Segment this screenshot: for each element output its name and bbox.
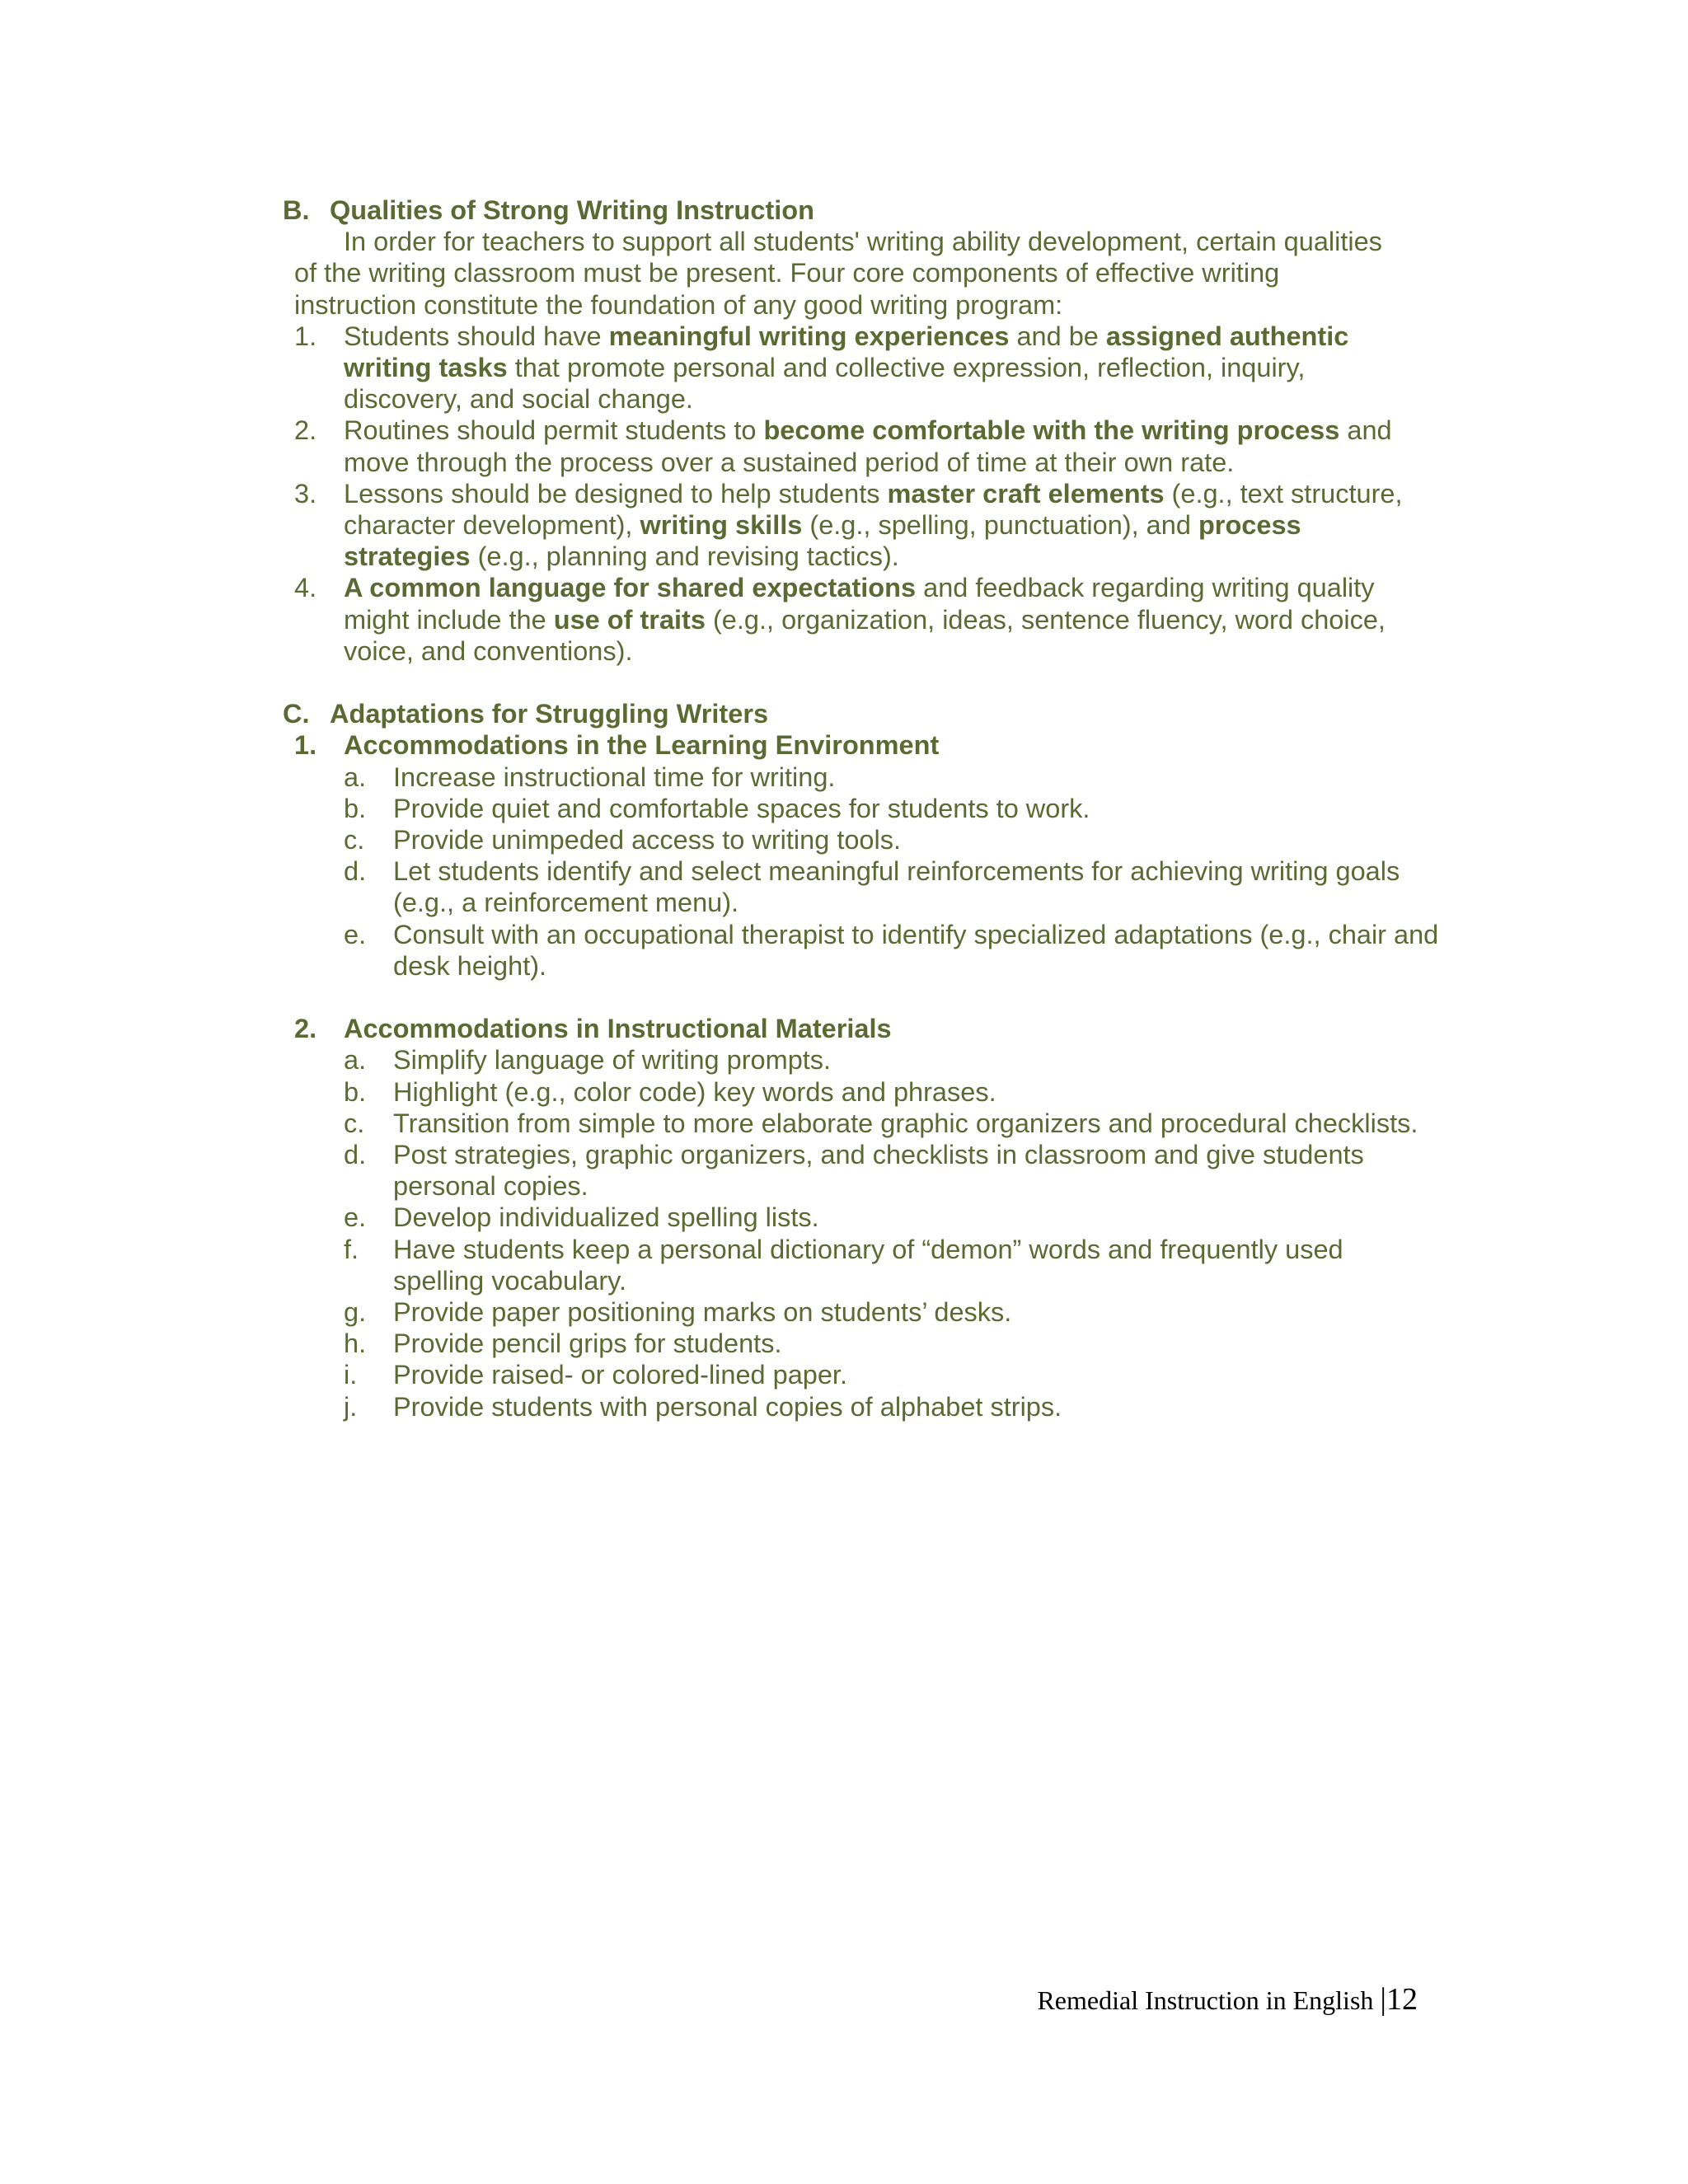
list-item <box>283 1234 1437 1296</box>
list-item <box>283 1076 1437 1108</box>
list-item <box>283 1202 1437 1233</box>
list-item <box>283 855 1437 918</box>
section-b-intro-line1: In order for teachers to support all students' writing ability development, certain qualities <box>344 227 1382 257</box>
list-item-text: Increase instructional time for writing. <box>393 762 836 792</box>
list-item-letter: d. <box>344 1140 367 1170</box>
list-item-letter: a. <box>344 762 367 792</box>
section-c-heading <box>283 698 1437 729</box>
section-b-title: Qualities of Strong Writing Instruction <box>330 195 814 225</box>
page-number: 12 <box>1386 1982 1418 2017</box>
section-b-intro-line3: instruction constitute the foundation of any good writing program: <box>294 289 1063 320</box>
list-item <box>283 1296 1437 1328</box>
list-item-letter: b. <box>344 1076 367 1107</box>
spacer <box>283 667 1437 698</box>
list-item <box>283 1108 1437 1139</box>
list-item-number: 2. <box>294 415 317 446</box>
list-item-text: Provide pencil grips for students. <box>393 1329 782 1359</box>
page-content <box>283 194 1437 1422</box>
subsection-2-heading <box>283 1013 1437 1044</box>
list-item-text: Have students keep a personal dictionary of “demon” words and frequently used spelling vocabulary. <box>393 1234 1343 1296</box>
list-item-letter: j. <box>344 1391 358 1422</box>
list-item-text: Provide students with personal copies of alphabet strips. <box>393 1391 1062 1422</box>
list-item-text: Provide raised- or colored-lined paper. <box>393 1360 847 1390</box>
section-b-intro-line2: of the writing classroom must be present. Four core components of effective writing <box>294 258 1280 288</box>
list-item-letter: f. <box>344 1234 359 1264</box>
list-item-text: Consult with an occupational therapist to identify specialized adaptations (e.g., chair and desk height). <box>393 919 1439 981</box>
subsection-number: 1. <box>294 730 317 761</box>
list-item <box>283 572 1437 667</box>
footer-title: Remedial Instruction in English <box>1037 1985 1381 2015</box>
list-item <box>283 762 1437 793</box>
list-item-text: Let students identify and select meaningful reinforcements for achieving writing goals (e.g., a reinforcement menu). <box>393 856 1400 918</box>
list-item-letter: e. <box>344 1202 367 1233</box>
list-item-text: Provide quiet and comfortable spaces for students to work. <box>393 793 1090 823</box>
list-item <box>283 321 1437 415</box>
list-item-number: 3. <box>294 478 317 509</box>
list-item <box>283 824 1437 855</box>
list-item-text: A common language for shared expectations and feedback regarding writing quality might include the use of traits (e.g., organization, ideas, sentence fluency, word choice, voice, and conventions). <box>344 573 1386 666</box>
list-item-text: Simplify language of writing prompts. <box>393 1045 832 1076</box>
list-item-text: Students should have meaningful writing experiences and be assigned authentic writing tasks that promote personal and collective expression, reflection, inquiry, discovery, and social change. <box>344 321 1349 415</box>
list-item <box>283 1359 1437 1390</box>
list-item-text: Highlight (e.g., color code) key words and phrases. <box>393 1076 996 1107</box>
page-footer <box>1006 1981 1418 2018</box>
list-item <box>283 1328 1437 1359</box>
spacer <box>283 982 1437 1013</box>
section-b-heading <box>283 194 1437 226</box>
list-item-letter: b. <box>344 793 367 823</box>
list-item-letter: c. <box>344 825 365 855</box>
section-c-title: Adaptations for Struggling Writers <box>330 699 769 729</box>
list-item <box>283 793 1437 824</box>
list-item-letter: a. <box>344 1045 367 1076</box>
list-item-text: Lessons should be designed to help students master craft elements (e.g., text structure, character development), writing skills (e.g., spelling, punctuation), and process strategies (e.g., planning and revising tactics). <box>344 478 1403 572</box>
list-item <box>283 415 1437 477</box>
list-item-text: Post strategies, graphic organizers, and checklists in classroom and give students personal copies. <box>393 1140 1364 1202</box>
list-item-letter: g. <box>344 1297 367 1328</box>
section-c-letter: C. <box>283 699 310 729</box>
subsection-title: Accommodations in Instructional Materials <box>344 1014 892 1044</box>
subsection-title: Accommodations in the Learning Environment <box>344 730 940 761</box>
list-item-number: 4. <box>294 573 317 603</box>
subsection-number: 2. <box>294 1014 317 1044</box>
footer-separator: | <box>1380 1982 1386 2017</box>
list-item-number: 1. <box>294 321 317 351</box>
list-item <box>283 1391 1437 1422</box>
section-b-letter: B. <box>283 195 310 225</box>
list-item-text: Provide paper positioning marks on students’ desks. <box>393 1297 1012 1328</box>
list-item-letter: i. <box>344 1360 358 1390</box>
list-item-letter: d. <box>344 856 367 887</box>
list-item <box>283 919 1437 982</box>
list-item-text: Develop individualized spelling lists. <box>393 1202 819 1233</box>
list-item <box>283 478 1437 573</box>
list-item-letter: c. <box>344 1108 365 1138</box>
list-item-letter: e. <box>344 919 367 949</box>
list-item-text: Transition from simple to more elaborate graphic organizers and procedural checklists. <box>393 1108 1418 1138</box>
subsection-1-heading <box>283 729 1437 761</box>
list-item <box>283 1139 1437 1202</box>
list-item-text: Routines should permit students to become comfortable with the writing process and move through the process over a sustained period of time at their own rate. <box>344 415 1392 477</box>
list-item <box>283 1044 1437 1076</box>
list-item-text: Provide unimpeded access to writing tools. <box>393 825 902 855</box>
list-item-letter: h. <box>344 1329 367 1359</box>
